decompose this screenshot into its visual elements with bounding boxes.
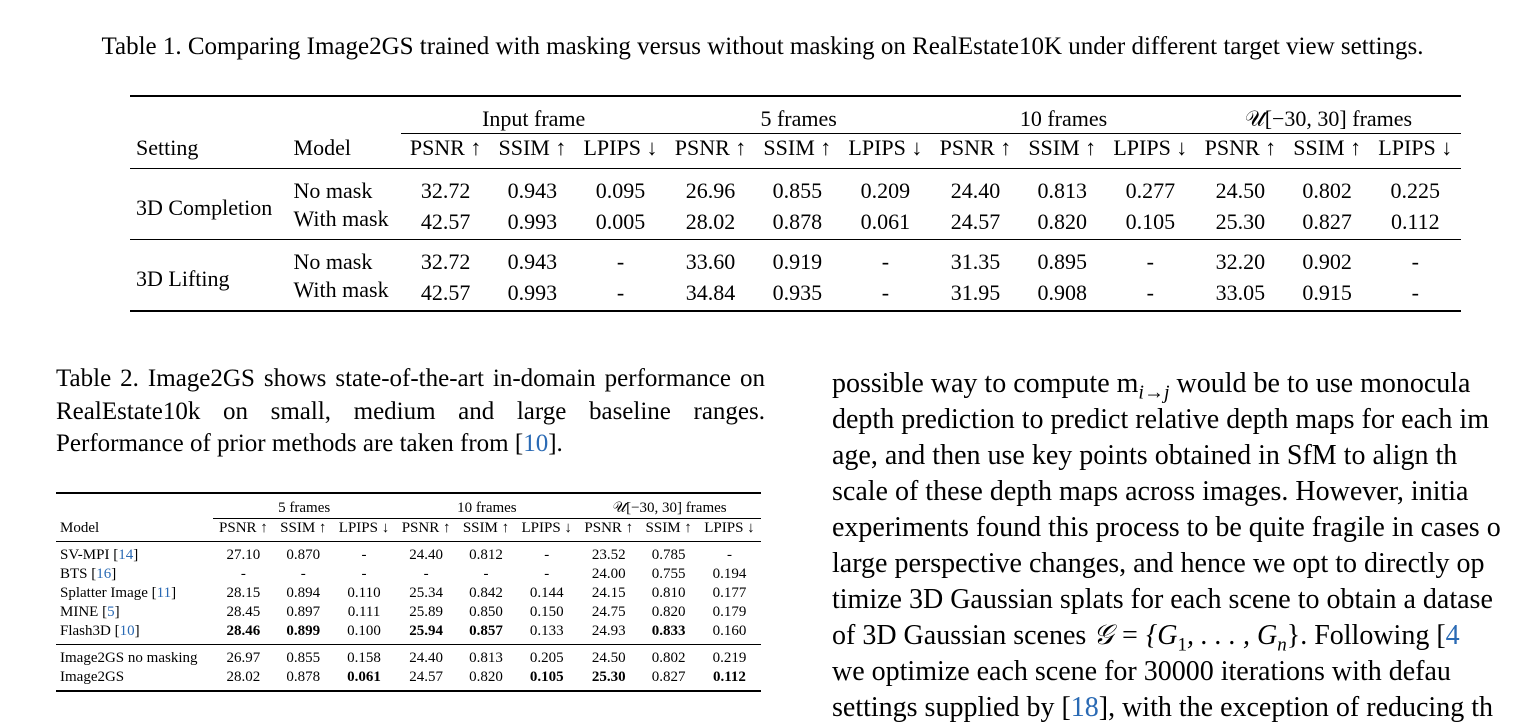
body-line: age, and then use key points obtained in SfM to align th xyxy=(832,440,1458,471)
value-cell: 0.895 xyxy=(1020,240,1105,277)
value-cell: 0.755 xyxy=(651,566,686,582)
model-name: SV-MPI xyxy=(60,547,110,563)
value-cell: 0.820 xyxy=(469,669,503,685)
value-cell: 0.061 xyxy=(347,669,381,685)
value-cell: 31.35 xyxy=(931,240,1020,277)
value-cell: - xyxy=(575,240,666,277)
metric-ssim: SSIM ↑ xyxy=(755,134,840,169)
value-cell: 0.935 xyxy=(772,280,823,305)
metric-ssim: SSIM ↑ xyxy=(1020,134,1105,169)
value-cell: 0.277 xyxy=(1125,178,1176,203)
value-cell: 24.93 xyxy=(591,623,626,639)
value-cell: 28.45 xyxy=(226,604,261,620)
value-cell: 24.40 xyxy=(950,178,1001,203)
model-cell: With mask xyxy=(293,206,389,231)
value-cell: - xyxy=(1370,240,1461,277)
metric-psnr: PSNR ↑ xyxy=(396,519,457,542)
group-header-input: Input frame xyxy=(401,96,666,134)
model-name: BTS xyxy=(60,566,88,582)
value-cell: - xyxy=(544,547,550,563)
model-name: Image2GS xyxy=(60,669,125,685)
body-line-text: settings supplied by [ xyxy=(832,692,1071,723)
value-cell: 24.15 xyxy=(591,585,626,601)
value-cell: 0.110 xyxy=(347,585,381,601)
model-cell: No mask xyxy=(288,240,402,277)
value-cell: 0.897 xyxy=(286,604,321,620)
value-cell: 0.919 xyxy=(755,240,840,277)
model-name: MINE xyxy=(60,604,99,620)
value-cell: - xyxy=(1105,240,1196,277)
value-cell: 32.72 xyxy=(420,178,471,203)
value-cell: 28.02 xyxy=(226,669,261,685)
metric-psnr: PSNR ↑ xyxy=(401,134,490,169)
value-cell: - xyxy=(616,280,625,305)
value-cell: 0.150 xyxy=(529,604,564,620)
value-cell: 0.813 xyxy=(457,645,516,669)
math-subscript: i→j xyxy=(1138,381,1170,404)
body-line: large perspective changes, and hence we opt to directly op xyxy=(832,548,1485,579)
value-cell: 24.57 xyxy=(409,669,443,685)
metric-psnr: PSNR ↑ xyxy=(666,134,755,169)
model-cell: With mask xyxy=(293,277,389,302)
value-cell: 0.820 xyxy=(651,604,686,620)
value-cell: 0.194 xyxy=(712,566,747,582)
value-cell: 0.133 xyxy=(529,623,564,639)
value-cell: 24.40 xyxy=(409,547,443,563)
metric-lpips: LPIPS ↓ xyxy=(1370,134,1461,169)
group-header-uniform: 𝒰[−30, 30] frames xyxy=(1196,96,1461,134)
metric-lpips: LPIPS ↓ xyxy=(333,519,396,542)
value-cell: 0.827 xyxy=(1302,209,1352,234)
value-cell: - xyxy=(483,566,489,582)
body-line: depth prediction to predict relative depth maps for each im xyxy=(832,404,1489,435)
value-cell: 0.993 xyxy=(507,209,558,234)
metric-lpips: LPIPS ↓ xyxy=(515,519,578,542)
value-cell: 23.52 xyxy=(591,547,626,563)
model-name-cell: BTS [16] xyxy=(60,566,117,582)
body-text xyxy=(832,366,1525,726)
math-expression: 𝒢 = {G xyxy=(1093,620,1178,651)
value-cell: - xyxy=(423,566,429,582)
body-line: timize 3D Gaussian splats for each scene to obtain a datase xyxy=(832,584,1493,615)
value-cell: 0.225 xyxy=(1390,178,1441,203)
body-line xyxy=(832,366,1525,402)
value-cell: 0.111 xyxy=(347,604,381,620)
col-setting: Setting xyxy=(130,134,288,169)
value-cell: 28.15 xyxy=(226,585,261,601)
value-cell: 0.144 xyxy=(529,585,564,601)
value-cell: 0.878 xyxy=(772,209,823,234)
value-cell: 0.827 xyxy=(651,669,686,685)
value-cell: 0.802 xyxy=(639,645,698,669)
value-cell: - xyxy=(1146,280,1154,305)
body-line-text: ], with the exception of reducing th xyxy=(1098,692,1493,723)
body-line: we optimize each scene for 30000 iterations with defau xyxy=(832,656,1451,687)
value-cell: 26.97 xyxy=(213,645,274,669)
group-header-uniform: 𝒰[−30, 30] frames xyxy=(578,493,761,519)
value-cell: 0.158 xyxy=(333,645,396,669)
citation-link[interactable]: 14 xyxy=(118,547,134,563)
group-header-5: 5 frames xyxy=(213,493,396,519)
value-cell: 25.89 xyxy=(409,604,443,620)
value-cell: 26.96 xyxy=(685,178,736,203)
table1-caption: Table 1. Comparing Image2GS trained with masking versus without masking on RealEstate10K under different target view settings. xyxy=(101,33,1424,60)
group-header-5: 5 frames xyxy=(666,96,931,134)
value-cell: 0.842 xyxy=(469,585,503,601)
value-cell: 32.72 xyxy=(401,240,490,277)
value-cell: 28.02 xyxy=(685,209,736,234)
metric-ssim: SSIM ↑ xyxy=(457,519,516,542)
model-name-cell: MINE [5] xyxy=(60,604,120,620)
value-cell: 0.943 xyxy=(507,178,558,203)
value-cell: 0.095 xyxy=(595,178,646,203)
group-header-10: 10 frames xyxy=(931,96,1196,134)
value-cell: - xyxy=(361,547,367,563)
group-header-10: 10 frames xyxy=(396,493,579,519)
value-cell: 0.785 xyxy=(651,547,686,563)
model-name: Flash3D xyxy=(60,623,111,639)
value-cell: 0.878 xyxy=(286,669,321,685)
citation-link[interactable]: 10 xyxy=(523,430,549,457)
value-cell: 0.855 xyxy=(772,178,823,203)
value-cell: 0.112 xyxy=(712,669,746,685)
body-line-text: possible way to compute m xyxy=(832,368,1139,399)
citation-link[interactable]: 10 xyxy=(119,623,135,639)
body-line-text: would be to use monocula xyxy=(1169,368,1471,399)
value-cell: - xyxy=(881,280,890,305)
caption-text: Table 2. Image2GS shows state-of-the-art in-domain performance on RealEstate10k on small, medium and large baseline ranges. Performance of prior methods are taken from [ xyxy=(56,365,765,457)
value-cell: 0.105 xyxy=(529,669,564,685)
value-cell: 0.993 xyxy=(507,280,558,305)
metric-lpips: LPIPS ↓ xyxy=(1105,134,1196,169)
value-cell: 24.50 xyxy=(1215,178,1266,203)
model-name: Splatter Image xyxy=(60,585,148,601)
body-line: scale of these depth maps across images. However, initia xyxy=(832,476,1469,507)
metric-psnr: PSNR ↑ xyxy=(578,519,639,542)
value-cell: 0.112 xyxy=(1390,209,1440,234)
body-line-text: of 3D Gaussian scenes xyxy=(832,620,1094,651)
body-line xyxy=(832,618,1525,654)
model-cell: No mask xyxy=(293,178,373,203)
value-cell: 0.894 xyxy=(286,585,321,601)
value-cell: - xyxy=(840,240,931,277)
value-cell: 31.95 xyxy=(950,280,1001,305)
math-subscript: 1 xyxy=(1177,634,1188,656)
caption-text: ]. xyxy=(548,430,563,457)
citation-link[interactable]: 4 xyxy=(1445,620,1460,651)
value-cell: - xyxy=(1411,280,1419,305)
col-model: Model xyxy=(56,519,213,542)
value-cell: 27.10 xyxy=(226,547,261,563)
metric-ssim: SSIM ↑ xyxy=(274,519,333,542)
value-cell: 0.802 xyxy=(1302,178,1352,203)
metric-lpips: LPIPS ↓ xyxy=(698,519,761,542)
value-cell: 42.57 xyxy=(420,209,471,234)
value-cell: 0.177 xyxy=(712,585,747,601)
metric-ssim: SSIM ↑ xyxy=(1285,134,1370,169)
value-cell: 0.915 xyxy=(1302,280,1352,305)
value-cell: 0.870 xyxy=(286,547,321,563)
body-line xyxy=(832,690,1525,726)
value-cell: 0.209 xyxy=(860,178,911,203)
value-cell: 34.84 xyxy=(685,280,736,305)
metric-psnr: PSNR ↑ xyxy=(931,134,1020,169)
value-cell: 28.46 xyxy=(226,623,261,639)
value-cell: 0.855 xyxy=(274,645,333,669)
value-cell: 0.810 xyxy=(651,585,686,601)
value-cell: - xyxy=(300,566,306,582)
metric-ssim: SSIM ↑ xyxy=(639,519,698,542)
value-cell: 33.05 xyxy=(1215,280,1266,305)
value-cell: 25.30 xyxy=(591,669,626,685)
model-name-cell: Splatter Image [11] xyxy=(60,585,177,601)
value-cell: 0.105 xyxy=(1125,209,1176,234)
value-cell: 25.34 xyxy=(409,585,443,601)
value-cell: 0.812 xyxy=(469,547,503,563)
metric-psnr: PSNR ↑ xyxy=(213,519,274,542)
value-cell: 25.30 xyxy=(1215,209,1266,234)
value-cell: - xyxy=(361,566,367,582)
value-cell: 0.943 xyxy=(490,240,575,277)
math-subscript: n xyxy=(1277,634,1287,656)
value-cell: 42.57 xyxy=(420,280,471,305)
value-cell: 0.005 xyxy=(595,209,646,234)
value-cell: 0.908 xyxy=(1037,280,1087,305)
citation-link[interactable]: 5 xyxy=(107,604,115,620)
value-cell: 0.179 xyxy=(712,604,747,620)
value-cell: 33.60 xyxy=(666,240,755,277)
value-cell: 0.850 xyxy=(469,604,503,620)
model-name-cell: Flash3D [10] xyxy=(60,623,140,639)
metric-psnr: PSNR ↑ xyxy=(1196,134,1285,169)
value-cell: - xyxy=(544,566,550,582)
model-name: Image2GS no masking xyxy=(60,650,198,666)
value-cell: 0.813 xyxy=(1037,178,1087,203)
value-cell: 25.94 xyxy=(409,623,443,639)
value-cell: 32.20 xyxy=(1196,240,1285,277)
citation-link[interactable]: 11 xyxy=(156,585,172,601)
value-cell: 0.061 xyxy=(860,209,911,234)
metric-ssim: SSIM ↑ xyxy=(490,134,575,169)
value-cell: 0.160 xyxy=(712,623,747,639)
value-cell: 0.820 xyxy=(1037,209,1087,234)
value-cell: 24.00 xyxy=(591,566,626,582)
value-cell: 24.75 xyxy=(591,604,626,620)
value-cell: - xyxy=(240,566,246,582)
metric-lpips: LPIPS ↓ xyxy=(840,134,931,169)
col-model: Model xyxy=(288,134,402,169)
math-expression: , . . . , G xyxy=(1187,620,1278,651)
value-cell: 0.100 xyxy=(347,623,381,639)
body-line-text: }. Following [ xyxy=(1286,620,1446,651)
citation-link[interactable]: 18 xyxy=(1070,692,1099,723)
setting-cell: 3D Lifting xyxy=(130,240,288,312)
value-cell: 0.219 xyxy=(698,645,761,669)
model-name-cell: SV-MPI [14] xyxy=(60,547,139,563)
citation-link[interactable]: 16 xyxy=(96,566,112,582)
value-cell: 0.857 xyxy=(469,623,503,639)
value-cell: 24.57 xyxy=(950,209,1001,234)
value-cell: 0.899 xyxy=(286,623,321,639)
value-cell: 24.40 xyxy=(396,645,457,669)
value-cell: 0.902 xyxy=(1285,240,1370,277)
value-cell: 0.205 xyxy=(515,645,578,669)
value-cell: 0.833 xyxy=(651,623,686,639)
setting-cell: 3D Completion xyxy=(136,195,273,220)
value-cell: - xyxy=(726,547,732,563)
value-cell: 24.50 xyxy=(578,645,639,669)
metric-lpips: LPIPS ↓ xyxy=(575,134,666,169)
body-line: experiments found this process to be quite fragile in cases o xyxy=(832,512,1501,543)
